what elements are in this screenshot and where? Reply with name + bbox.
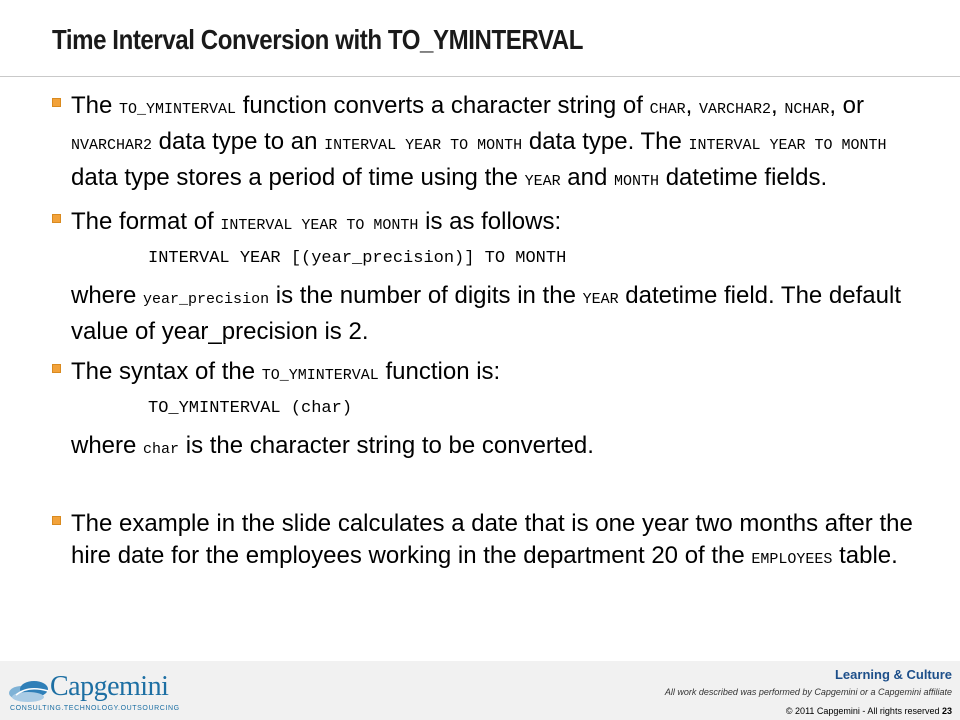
- bullet-to-yminterval-description: [50, 90, 930, 198]
- copyright-text: © 2011 Capgemini - All rights reserved: [785, 706, 940, 716]
- text: is as follows:: [418, 208, 562, 235]
- logo-tagline: CONSULTING.TECHNOLOGY.OUTSOURCING: [10, 705, 180, 712]
- syntax-code-line: TO_YMINTERVAL (char): [148, 399, 353, 418]
- bullet-marker-icon: [52, 364, 61, 373]
- page-number: 23: [941, 706, 952, 716]
- text: where: [71, 282, 144, 309]
- text: ,: [685, 92, 699, 119]
- format-explanation: [71, 280, 930, 348]
- code-term: CHAR: [649, 101, 686, 118]
- footer-department: Learning & Culture: [834, 667, 952, 682]
- syntax-explanation: [71, 430, 930, 466]
- logo-wordmark: Capgemini: [50, 671, 169, 702]
- title-divider: [0, 76, 960, 77]
- bullet-example: [50, 508, 930, 576]
- code-term: NCHAR: [784, 101, 830, 118]
- text: and: [560, 164, 615, 191]
- code-term: MONTH: [614, 173, 660, 190]
- text: data type stores a period of time using the: [71, 164, 525, 191]
- text: The example in the slide calculates a date that is one year two months after the hire date for the employees working in the department 20 of the: [71, 510, 913, 569]
- text: The format of: [71, 208, 221, 235]
- bullet-marker-icon: [52, 98, 61, 107]
- code-term: INTERVAL YEAR TO MONTH: [688, 137, 887, 154]
- text: is the character string to be converted.: [179, 432, 594, 459]
- code-term: VARCHAR2: [698, 101, 771, 118]
- format-code-line: INTERVAL YEAR [(year_precision)] TO MONTH: [148, 249, 567, 268]
- code-term: NVARCHAR2: [71, 137, 153, 154]
- text: data type to an: [152, 128, 325, 155]
- code-term: TO_YMINTERVAL: [119, 101, 237, 118]
- slide-footer: [0, 661, 960, 720]
- text: datetime field. The default value of year_precision is 2.: [71, 282, 901, 345]
- code-term: year_precision: [143, 291, 270, 308]
- text: ,: [770, 92, 785, 119]
- text: function converts a character string of: [236, 92, 650, 119]
- code-term: YEAR: [582, 291, 619, 308]
- slide-title: Time Interval Conversion with TO_YMINTERVAL: [52, 24, 584, 55]
- bullet-marker-icon: [52, 214, 61, 223]
- slide-body: [50, 90, 930, 576]
- text: , or: [829, 92, 865, 119]
- text: where: [71, 432, 144, 459]
- text: table.: [832, 542, 898, 569]
- text: datetime fields.: [659, 164, 828, 191]
- code-term: YEAR: [524, 173, 561, 190]
- footer-affiliate-note: All work described was performed by Capgemini or a Capgemini affiliate: [664, 687, 952, 697]
- bullet-marker-icon: [52, 516, 61, 525]
- bullet-syntax: [50, 356, 930, 392]
- code-term: INTERVAL YEAR TO MONTH: [220, 217, 419, 234]
- code-term: EMPLOYEES: [751, 551, 833, 568]
- text: data type. The: [522, 128, 689, 155]
- code-term: INTERVAL YEAR TO MONTH: [324, 137, 523, 154]
- capgemini-logo: [8, 671, 198, 716]
- code-term: char: [143, 441, 180, 458]
- footer-copyright-line: [665, 703, 952, 719]
- text: is the number of digits in the: [269, 282, 583, 309]
- text: The syntax of the: [71, 358, 262, 385]
- bullet-interval-format: [50, 206, 930, 242]
- text: function is:: [378, 358, 501, 385]
- footer-info: [665, 667, 952, 719]
- text: The: [71, 92, 120, 119]
- spade-cloud-icon: [8, 673, 52, 707]
- code-term: TO_YMINTERVAL: [261, 367, 379, 384]
